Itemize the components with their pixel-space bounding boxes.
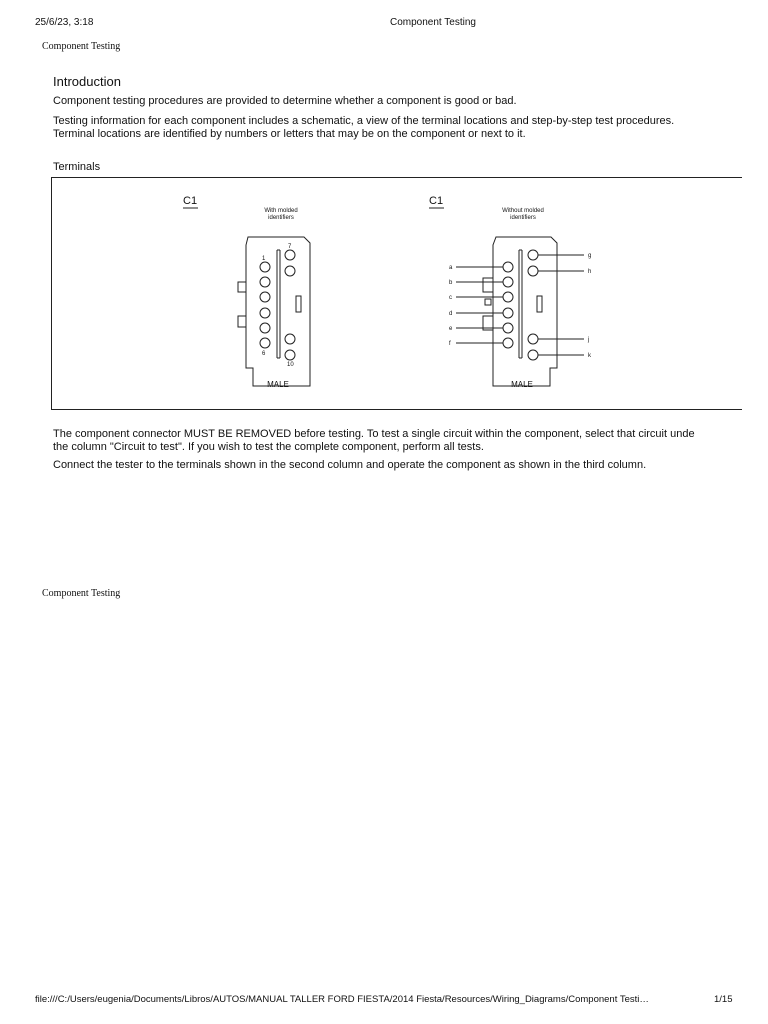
left-terminal-number-1: 1 (262, 256, 266, 262)
terminal-letter-a: a (449, 265, 453, 271)
left-terminals-column-2 (285, 250, 295, 360)
instruction-line-3: Connect the tester to the terminals shown in the second column and operate the component as shown in the third column. (53, 459, 647, 471)
right-leader-lines (456, 255, 584, 355)
footer-page-number: 1/15 (714, 994, 733, 1005)
right-connector-body (493, 237, 557, 386)
right-caption-line-1: Without molded (502, 208, 544, 214)
introduction-heading: Introduction (53, 74, 121, 89)
terminal-letter-h: h (588, 269, 592, 275)
footer-file-path: file:///C:/Users/eugenia/Documents/Libros/AUTOS/MANUAL TALLER FORD FIESTA/2014 Fiesta/Resources/Wiring_Diagrams/Component Testi… (35, 994, 649, 1005)
left-terminal-number-6: 6 (262, 351, 266, 357)
left-male-label: MALE (267, 380, 289, 389)
right-connector-tab-mid (485, 299, 491, 305)
left-connector-key (296, 296, 301, 312)
right-connector-key (537, 296, 542, 312)
print-datetime: 25/6/23, 3:18 (35, 17, 94, 28)
left-terminals-column-1 (260, 262, 270, 348)
c1-right-label: C1 (429, 195, 444, 207)
terminals-diagram (52, 178, 742, 409)
terminal-letter-c: c (449, 295, 452, 301)
instruction-line-2: the column "Circuit to test". If you wish to test the complete component, perform all tests. (53, 441, 484, 453)
left-terminal-number-10: 10 (287, 362, 294, 368)
right-terminals-column-1 (503, 262, 513, 348)
terminal-letter-k: k (588, 353, 591, 359)
right-male-label: MALE (511, 380, 533, 389)
terminals-heading: Terminals (53, 161, 101, 173)
section-label-bottom: Component Testing (42, 588, 121, 599)
section-label-top: Component Testing (42, 41, 121, 52)
intro-paragraph-2-line-2: Terminal locations are identified by numbers or letters that may be on the component or next to it. (53, 128, 526, 140)
left-caption-line-1: With molded (264, 208, 298, 214)
terminals-diagram-frame (51, 177, 742, 410)
print-title: Component Testing (390, 17, 476, 28)
left-connector-tab-lower (238, 316, 246, 327)
terminal-letter-f: f (449, 341, 451, 347)
terminal-letter-b: b (449, 280, 453, 286)
left-caption-line-2: identifiers (268, 215, 294, 221)
right-connector-tab-upper (483, 278, 493, 292)
terminal-letter-g: g (588, 253, 592, 259)
left-connector-tab-upper (238, 282, 246, 292)
terminal-letter-d: d (449, 311, 453, 317)
intro-paragraph-1: Component testing procedures are provided to determine whether a component is good or bad. (53, 95, 517, 107)
right-caption-line-2: identifiers (510, 215, 536, 221)
left-terminal-number-7: 7 (288, 244, 292, 250)
terminal-letter-j: j (588, 337, 590, 343)
terminal-letter-e: e (449, 326, 453, 332)
intro-paragraph-2-line-1: Testing information for each component includes a schematic, a view of the terminal locations and step-by-step test procedures. (53, 115, 675, 127)
instruction-line-1: The component connector MUST BE REMOVED before testing. To test a single circuit within the component, select that circuit unde (53, 428, 695, 440)
c1-left-label: C1 (183, 195, 198, 207)
